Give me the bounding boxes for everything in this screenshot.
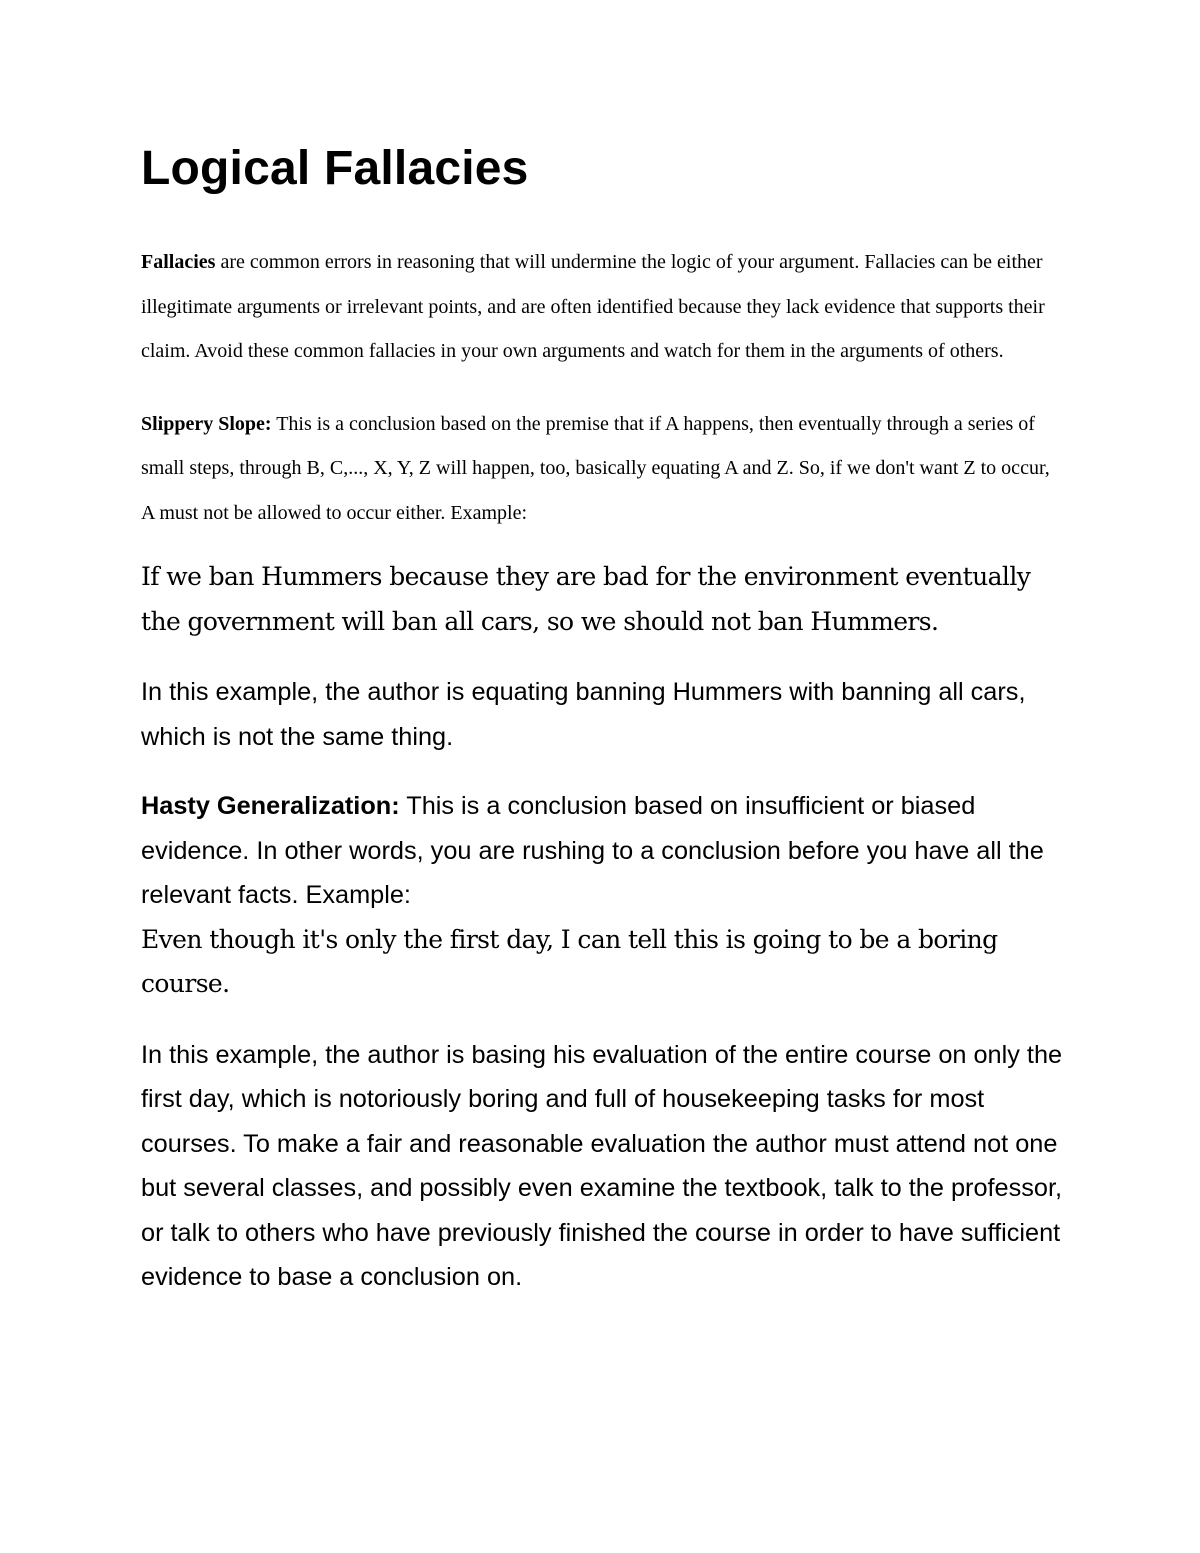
intro-term: Fallacies — [141, 251, 216, 273]
slippery-slope-explanation: In this example, the author is equating banning Hummers with banning all cars, which is not the same thing. — [141, 678, 1026, 751]
slippery-slope-definition-text: This is a conclusion based on the premise that if A happens, then eventually through a series of small steps, through B, C,..., X, Y, Z will happen, too, basically equating A and Z. So, if we don't want Z to occur, A must not be allowed to occur either. Example: — [141, 412, 1050, 524]
intro-paragraph — [141, 240, 1066, 374]
slippery-slope-definition — [141, 402, 1066, 536]
hasty-generalization-definition-text: This is a conclusion based on insufficient or biased evidence. In other words, you are rushing to a conclusion before you have all the relevant facts. Example: — [141, 792, 1044, 909]
hasty-generalization-definition — [141, 784, 1066, 918]
document-page — [141, 136, 1066, 1300]
hasty-generalization-example: Even though it's only the first day, I can tell this is going to be a boring course. — [141, 924, 998, 998]
slippery-slope-term: Slippery Slope: — [141, 412, 272, 435]
hasty-generalization-explanation: In this example, the author is basing his evaluation of the entire course on only the first day, which is notoriously boring and full of housekeeping tasks for most courses. To make a fair and reasonable evaluation the author must attend not one but several classes, and possibly even examine the textbook, talk to the professor, or talk to others who have previously finished the course in order to have sufficient evidence to base a conclusion on. — [141, 1040, 1063, 1291]
slippery-slope-example: If we ban Hummers because they are bad for the environment eventually the government will ban all cars, so we should not ban Hummers. — [141, 562, 1031, 636]
intro-text: are common errors in reasoning that will undermine the logic of your argument. Fallacies can be either illegitimate arguments or irrelevant points, and are often identified because they lack evidence that supports their claim. Avoid these common fallacies in your own arguments and watch for them in the arguments of others. — [141, 251, 1045, 362]
hasty-generalization-term: Hasty Generalization: — [141, 792, 400, 820]
page-title: Logical Fallacies — [141, 142, 529, 195]
